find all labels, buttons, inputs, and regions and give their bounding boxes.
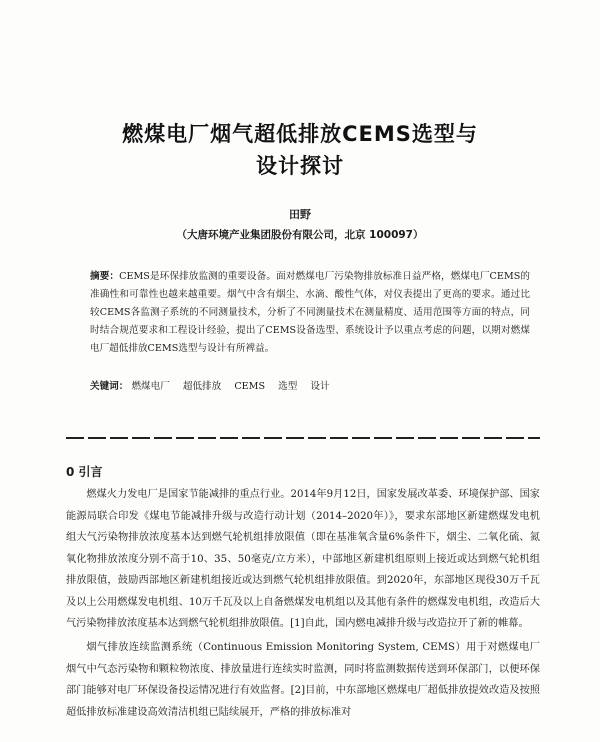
title-line-2: 设计探讨 [256,154,344,178]
keywords [90,378,530,396]
author-name: 田野 [289,208,311,221]
keyword: CEMS [234,381,266,392]
keyword: 燃煤电厂 [131,381,170,392]
keywords-label: 关键词： [90,381,129,392]
abstract-label: 摘要： [90,271,120,282]
keyword: 设计 [310,381,330,392]
abstract-text: CEMS是环保排放监测的重要设备。面对燃煤电厂污染物排放标准日益严格，燃煤电厂CEMS的准确性和可靠性也越来越重要。烟气中含有烟尘、水滴、酸性气体，对仪表提出了更高的要求。通过比较CEMS各监测子系统的不同测量技术，分析了不同测量技术在测量精度、适用范围等方面的特点，同时结合规范要求和工程设计经验，提出了CEMS设备选型、系统设计予以重点考虑的问题，以期对燃煤电厂超低排放CEMS选型与设计有所裨益。 [90,271,530,354]
author-affiliation: （大唐环境产业集团股份有限公司，北京 100097） [176,229,424,241]
body-paragraph: 燃煤火力发电厂是国家节能减排的重点行业。2014年9月12日，国家发展改革委、环境保护部、国家能源局联合印发《煤电节能减排升级与改造行动计划（2014–2020年）》，要求东部地区新建燃煤发电机组大气污染物排放浓度基本达到燃气轮机组排放限值（即在基准氧含量6%条件下，烟尘、二氧化硫、氮氧化物排放浓度分别不高于10、35、50毫克/立方米），中部地区新建机组原则上接近或达到燃气轮机组排放限值，鼓励西部地区新建机组接近或达到燃气轮机组排放限值。到2020年，东部地区现役30万千瓦及以上公用燃煤发电机组、10万千瓦及以上自备燃煤发电机组以及其他有条件的燃煤发电机组，改造后大气污染物排放浓度基本达到燃气轮机组排放限值。[1]自此，国内燃电减排升级与改造拉开了新的帷幕。 [66,489,540,629]
section-heading: 0 引言 [66,465,103,479]
body-paragraph: 烟气排放连续监测系统（Continuous Emission Monitoring System, CEMS）用于对燃煤电厂烟气中气态污染物和颗粒物浓度、排放量进行连续实时监测，同时将监测数据传送到环保部门，以便环保部门能够对电厂环保设备投运情况进行有效监督。[2]目前，中东部地区燃煤电厂超低排放提效改造及按照超低排放标准建设高效清洁机组已陆续展开，严格的排放标准对 [66,642,540,718]
paper-title [60,118,540,182]
abstract [90,268,530,358]
title-line-1: 燃煤电厂烟气超低排放CEMS选型与 [122,122,478,146]
keyword: 选型 [278,381,298,392]
keyword: 超低排放 [182,381,222,392]
section-divider [66,437,540,439]
